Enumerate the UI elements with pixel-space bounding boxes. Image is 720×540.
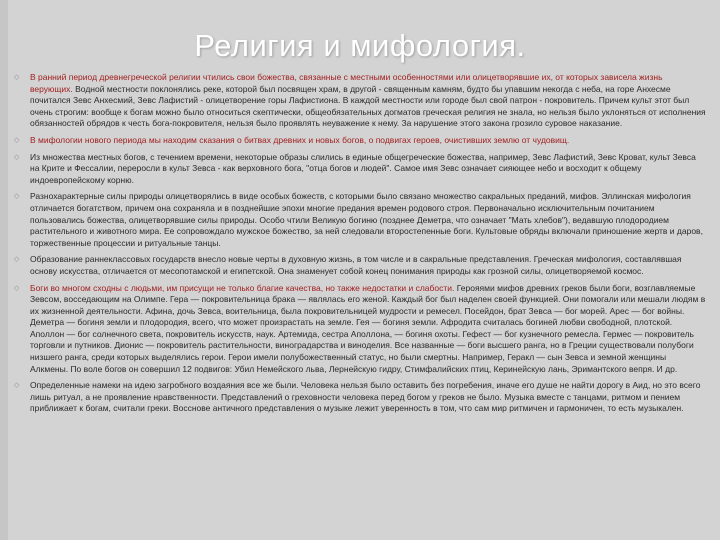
paragraph-3-text: Из множества местных богов, с течением времени, некоторые образы слились в единые общегреческие божества, например, Зевс Лафистий, Зевс Кроват, культ Зевса на Крите и Фессалии, переросли в культ Зевса - как верховного бога, "отца богов и людей". Самое имя Зевс означает сияющее небо и восходит к общему индоевропейскому корню.: [30, 151, 696, 185]
diamond-bullet-icon: ◇: [14, 153, 20, 161]
paragraph-5-text: Образование раннеклассовых государств внесло новые черты в духовную жизнь, в том числе и в сакральные представления. Греческая мифология, составлявшая основу искусства, отличается от месопотамской и египетской. Она знаменует собой конец понимания природы как грозной силы, олицетворяемой космос.: [30, 254, 682, 276]
diamond-bullet-icon: ◇: [14, 193, 20, 201]
diamond-bullet-icon: ◇: [14, 136, 20, 144]
paragraph-2: [14, 135, 706, 147]
paragraph-4-text: Разнохарактерные силы природы олицетворялись в виде особых божеств, с которыми было связано множество сакральных преданий, мифов. Эллинская мифология отличается богатством, причем она сохраняла и в позднейшие эпохи многие предания времен родового строя. Первоначально исключительным почитанием пользовались божества, олицетворявшие силы природы. Особо чтили Великую богиню (позднее Деметра, что означает "Мать хлебов"), ведавшую плодородием растительного и животного мира. Ее сопровождало мужское божество, за ней следовали второстепенные боги. Культовые обряды включали приношение жертв и даров, торжественные процессии и ритуальные танцы.: [30, 191, 703, 248]
slide-title: Религия и мифология.: [194, 28, 526, 63]
paragraph-1-highlight: В ранний период древнегреческой религии чтились свои божества, связанные с местными особенностями или олицетворявшие их, от которых зависела жизнь верующих.: [30, 72, 663, 94]
paragraph-6: [14, 283, 706, 376]
paragraph-4: [14, 191, 706, 249]
paragraph-1: [14, 72, 706, 130]
paragraph-1-text: Водной местности поклонялись реке, которой был посвящен храм, в другой - священным камням, будто бы упавшим некогда с неба, на горе Анхесме почитался Зевс Анхесмий, Зевс Лафистий - олицетворение горы Лафистиона. В каждой местности или городе был свой патрон - покровитель. Причем культ этот был очень строгим: вообще к богам можно было относиться скептически, общеобязательных догматов греческая религия не знала, но нельзя было уклоняться от исполнения обязанностей обрядов к честь бога-покровителя, нельзя было проявлять неуважение к нему. За нарушение этого закона грозило суровое наказание.: [30, 83, 706, 129]
paragraph-7-text: Определенные намеки на идею загробного воздаяния все же были. Человека нельзя было оставить без погребения, иначе его душе не найти дорогу в Аид, но это всего лишь ритуал, а не проявление нравственности. Представлений о греховности человека перед богом у греков не было. Музыка вместе с танцами, ритмом и пением приближает к богам, считали греки. Восснове античного представления о музыке лежит уверенность в том, что сам мир ритмичен и гармоничен, то есть музыкален.: [30, 380, 701, 414]
paragraph-3: [14, 152, 706, 187]
paragraph-5: [14, 254, 706, 277]
left-margin-strip: [0, 0, 8, 540]
slide-content: [14, 72, 706, 420]
diamond-bullet-icon: ◇: [14, 382, 20, 390]
paragraph-6-text: Герояями мифов древних греков были боги, возглавляемые Зевсом, восседающим на Олимпе. Гера — покровительница брака — являлась его женой. Каждый бог был наделен своей функцией. Они помогали или мешали людям в их жизненной деятельности. Афина, дочь Зевса, воительница, была покровительницей мудрости и ремесел. Посейдон, брат Зевса — бог морей. Арес — бог войны. Деметра — богиня земли и плодородия, всего, что может произрастать на земле. Гея — богиня земли. Афродита считалась богиней любви свободной, плотской. Аполлон — бог солнечного света, покровитель искусств, наук. Артемида, сестра Аполлона, — богиня охоты. Гефест — бог кузнечного ремесла. Гермес — покровитель торговли и путников. Дионис — покровитель растительности, виноградарства и виноделия. Все названные — боги высшего ранга, но в Греции существовали полубоги низшего ранга, среди которых выделялись герои. Герои имели полубожественный статус, но были смертны. Например, Геракл — сын Зевса и земной женщины Алкмены. По воле богов он совершил 12 подвигов: Убил Немейского льва, Лернейскую гидру, Стимфалийских птиц, Керинейскую лань, Эримантского вепря. И др.: [30, 282, 706, 374]
diamond-bullet-icon: ◇: [14, 256, 20, 264]
paragraph-6-highlight: Боги во многом сходны с людьми, им присущи не только благие качества, но также недостатки и слабости.: [30, 282, 455, 293]
diamond-bullet-icon: ◇: [14, 284, 20, 292]
paragraph-2-highlight: В мифологии нового периода мы находим сказания о битвах древних и новых богов, о подвигах героев, очистивших землю от чудовищ.: [30, 134, 570, 145]
diamond-bullet-icon: ◇: [14, 74, 20, 81]
paragraph-7: [14, 380, 706, 415]
